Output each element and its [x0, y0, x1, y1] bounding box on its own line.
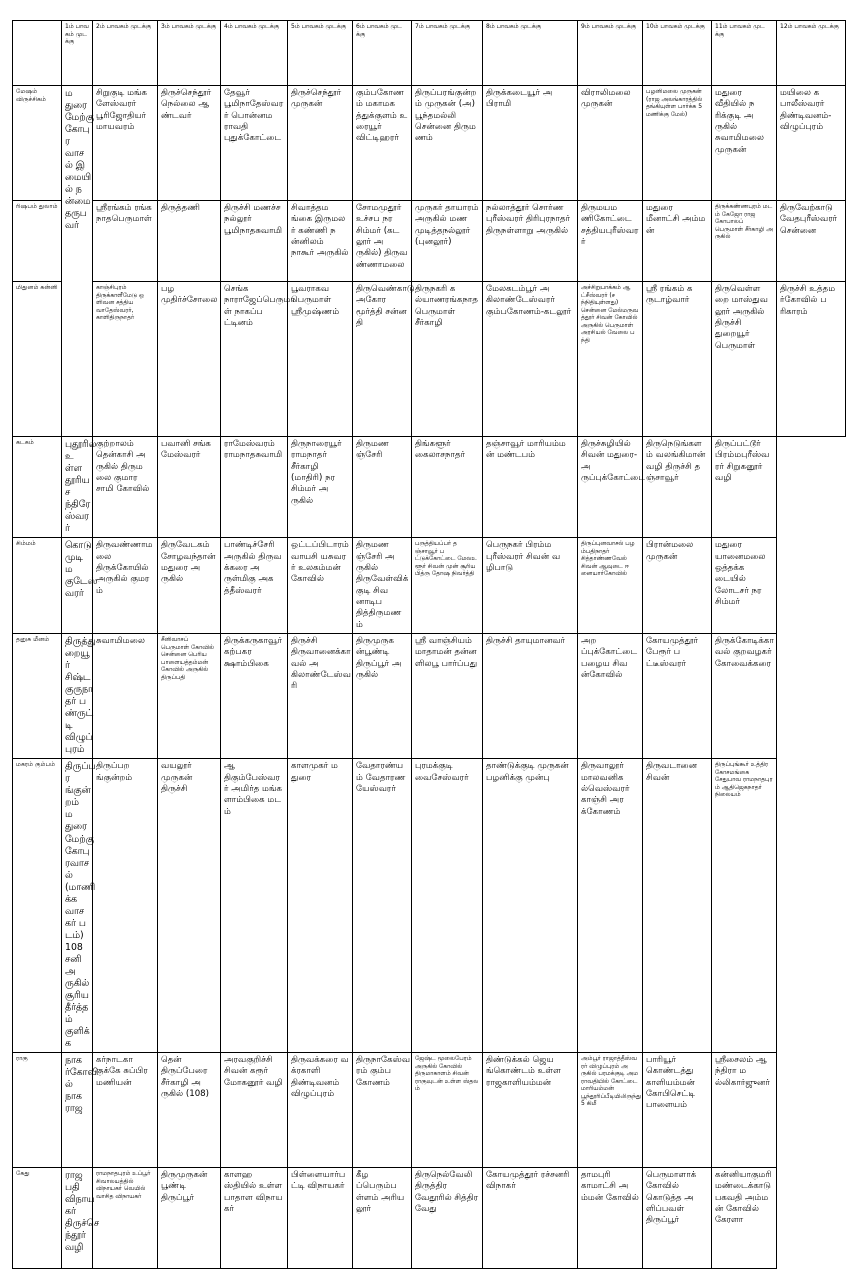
header-cell: 3ம் பாவகம் முடக்கு [158, 21, 221, 86]
table-cell: திருப்பட்டூர் பிரம்மபுரீஸ்வரர் சிறுகனூர் வழி [712, 437, 777, 538]
table-cell: திருப்புங்கூர் உத்திரகோசமங்கை சேதுபாவ ராமநாதபுரம் ஆதிஜெகநாதர் நிலையம் [712, 759, 777, 1053]
table-cell: திருவேற்காடு வேதபுரீஸ்வரர் சென்னை [777, 201, 846, 282]
table-cell: வேதாரண்யம் வேதாரணயேஸ்வரர் [353, 759, 412, 1053]
table-cell: திருமணஞ்சேரி [353, 437, 412, 538]
table-cell: சிறுகுடி மங்களேஸ்வரர் பூரிஜோதியர் மாயவரம் [93, 86, 158, 201]
table-cell: கன்னியாகுமரி மண்டைக்காடு பகவதி அம்மன் கோவில் கேரளா [712, 1168, 777, 1269]
rasi-name-cell: ராகு [13, 1053, 62, 1168]
table-cell: புரமக்குடி வைசேஸ்வரர் [412, 759, 483, 1053]
header-row [13, 21, 846, 86]
table-cell: திருப்புனவாசல் பழம்பதிநாதர் சித்தாண்ணவேல் சிவன் ஆவுடை ஈனையார்கோவில் [578, 538, 643, 634]
rasi-name-cell: தனுசு மீனம் [13, 634, 62, 759]
table-cell: தஞ்சாவூர் மாரியம்மன் மண்டபம் [483, 437, 578, 538]
table-cell: பழமுதிர்ச்சோலை [158, 282, 221, 437]
header-cell: 2ம் பாவகம் முடக்கு [93, 21, 158, 86]
table-cell: ஆதிகும்பேஸ்வரர் அமிர்த மங்களாம்பிகை மடம் [221, 759, 288, 1053]
header-cell: 1ம் பாவகம் முடக்கு [62, 21, 93, 86]
table-row [13, 1168, 846, 1269]
table-cell: நல்லாத்தூர் சொர்ணபுரீஸ்வரர் திரிபுரநாதர் திருநள்ளாறு அருகில் [483, 201, 578, 282]
table-cell: திருநெல்வேலி திருத்திரவேதூரில் சித்திரவேது [412, 1168, 483, 1269]
header-cell: 5ம் பாவகம் முடக்கு [288, 21, 353, 86]
table-cell: திருமுருகன்பூண்டி திருப்பூர் அருகில் [353, 634, 412, 759]
table-cell: திருக்கண்ணபுரம் மடம் கேஜோ ராஜகோபாலப் பெருமாள் சீர்காழி அருகில் [712, 201, 777, 282]
table-cell: திருவாலூர் மாலவனிகல்வெஸ்வரர் காஞ்சி அரக்கோணம் [578, 759, 643, 1053]
table-cell: ராஜபதி விநாயகர் திருச்செந்தூர் வழி [62, 1168, 93, 1269]
table-cell: திருநாகேஸ்வரம் கும்பகோணம் [353, 1053, 412, 1168]
table-cell: திருச்சி திருவானைக்காவல் அகிலாண்டேஸ்வரி [288, 634, 353, 759]
table-cell: பெருமாளாக் கோவில் கொடுத்த அளிப்பவள் திருப்பூர் [643, 1168, 712, 1269]
table-row [13, 538, 846, 634]
table-cell: திருமயமணிகோட்டை சத்தியபுரீஸ்வரர் [578, 201, 643, 282]
header-cell: 10ம் பாவகம் முடக்கு [643, 21, 712, 86]
table-cell: காஞ்சிபுரம் திருக்காளீமேடு ஒளிவன சத்தியவாதேஸ்வரர், காளிதிருநாதர் [93, 282, 158, 437]
table-cell: திருநாரையூர் ராமநாதர் சீர்காழி (மாதிரி) நரசிம்மர் அருகில் [288, 437, 353, 538]
table-cell: மதுரை யானைமலை ஒத்தக்கடையில் லோடசர் நரசிம்மர் [712, 538, 777, 634]
rasi-name-cell: மிதுனம் கன்னி [13, 282, 62, 437]
table-cell: தென் திருப்பேரை சீர்காழி அருகில் (108) [158, 1053, 221, 1168]
table-cell: திருவண்ணாமலை திருக்கோயில் அருகில் குமரம் [93, 538, 158, 634]
table-cell: விராலிமலை முருகன் [578, 86, 643, 201]
table-cell: மதுரை மேற்கு கோபுர வாசல் இமையில் நன்மை தருபவர் [62, 86, 93, 437]
table-cell: பழனிமலை முருகன் (ராஜ அலங்காரத்தில் தங்கியுள்ள பார்க்க 5 மணிக்கு மேல்) [643, 86, 712, 201]
table-cell: சிவாத்தமங்கை இருமலர் கண்ணி நன்னிலம் நாகூர் அருகில் [288, 201, 353, 282]
rasi-name-cell: மேஷம் விருச்சிகம் [13, 86, 62, 201]
table-cell: திருவக்கரை வக்ரகாளி திண்டிவனம் விழுப்புரம் [288, 1053, 353, 1168]
table-cell: திருநெடுங்களம் வலங்கிமான் வழி திருச்சி தஞ்சாவூர் [643, 437, 712, 538]
table-cell: ராமநாதபுரம் உப்பூர் சிவாலயத்தில் விநாயகர் வெயில் வாசித விநாயகர் [93, 1168, 158, 1269]
table-cell: பிள்ளையார்பட்டி விநாயகர் [288, 1168, 353, 1269]
table-cell: திருச்சி உத்தமர்கோவில் பரிகாரம் [777, 282, 846, 437]
table-row [13, 634, 846, 759]
table-cell: திருச்செந்தூர் நெல்லை ஆண்டவர் [158, 86, 221, 201]
table-cell: முருகர் தாயாரம் அருகில் மணமுடித்தநல்லூர் (புனலூர்) [412, 201, 483, 282]
table-cell: திருமுருகன் பூண்டி திருப்பூர் [158, 1168, 221, 1269]
table-cell: திருச்சுழியில் சிவன் மதுரை-அருப்புக்கோட்டை [578, 437, 643, 538]
table-cell: சோமமுதூர் உச்சப நரசிம்மர் (கடலூர் அருகில்) திருவண்ணாமலை [353, 201, 412, 282]
table-row [13, 759, 846, 1053]
table-row [13, 1053, 846, 1168]
rasi-name-cell: கேது [13, 1168, 62, 1269]
table-cell: மதுரை மீனாட்சி அம்மன் [643, 201, 712, 282]
table-cell: ஸ்ரீரங்கம் ரங்கநாதபெருமாள் [93, 201, 158, 282]
header-cell: 9ம் பாவகம் முடக்கு [578, 21, 643, 86]
table-cell: மேலகடம்பூர் அகிலாண்டேஸ்வரர் கும்பகோணம்-கடலூர் [483, 282, 578, 437]
table-cell: கும்பகோணம் மகாமகத்துக்குளம் உரையூர் விட்டிஹரர் [353, 86, 412, 201]
table-cell: திருப்பறங்குன்றம் [93, 759, 158, 1053]
header-cell: 8ம் பாவகம் முடக்கு [483, 21, 578, 86]
table-cell: கோயமுத்தூர் ரச்சனரி விநாகர் [483, 1168, 578, 1269]
table-cell: திண்டுக்கல் ஜெயங்கொண்டம் உள்ள ராஜகாளியம்மன் [483, 1053, 578, 1168]
table-cell: ஜேஷ்ட மூலைபேரம் அருகில் கோவில் திருமாகாளம் சிவன் ராகுவுடன் உள்ள ஸ்தலம் [412, 1053, 483, 1168]
table-row [13, 437, 846, 538]
table-cell: திருச்சி மணச்சநல்லூர் பூமிநாதசுவாமி [221, 201, 288, 282]
table-cell: காளஹஸ்தியில் உள்ள பாதாள விநாயகர் [221, 1168, 288, 1269]
table-cell: திருமணஞ்சேரி அருகில் திருவேள்விக்குடி சிவனாடிபதித்திருமணம் [353, 538, 412, 634]
table-cell: திருப்பரங்குன்றம் மதுரை மேற்கு கோபுரவாசல் (மாணிக்கவாசகர் படம்) 108 சனி அருகில் சூரிய தீர்த்தம் குளிக்க [62, 759, 93, 1053]
rasi-name-cell: சிம்மம் [13, 538, 62, 634]
table-row [13, 282, 846, 437]
table-cell: ராமேஸ்வரம் ராமநாதசுவாமி [221, 437, 288, 538]
table-cell: ஒட்டப்பிடாரம் வாயசி யசுவரர் உலகம்மன் கோவில் [288, 538, 353, 634]
table-cell: திருக்கடையூர் அபிராமி [483, 86, 578, 201]
table-cell: புதூரில் உள்ள தூரிய சந்திரேஸ்வரர் [62, 437, 93, 538]
table-cell: திருப்பரங்குன்றம் முருகன் (அ) பூந்தமல்லி சென்னை திருமணம் [412, 86, 483, 201]
header-cell [13, 21, 62, 86]
table-cell: பவானி சங்கமேஸ்வரர் [158, 437, 221, 538]
table-cell: திங்களூர் கைலாசநாதர் [412, 437, 483, 538]
header-cell: 4ம் பாவகம் முடக்கு [221, 21, 288, 86]
table-cell: திருச்செந்தூர் முருகன் [288, 86, 353, 201]
table-cell: கொடுமுடி மகுடேஸ்வரர் [62, 538, 93, 634]
table-cell: நாகர்கோவில் நாகராஜ [62, 1053, 93, 1168]
table-cell: திருக்கருகாவூர் கற்பகரக்ஷாம்பிகை [221, 634, 288, 759]
table-cell: அறப்புக்கோட்டை பழைய சிவன்கோவில் [578, 634, 643, 759]
table-cell: அச்சிறுபாக்கம் ஆட்சீஸ்வரர் (சந்நிதியுள்ளது) சென்னை மேல்மருவத்தூர் சிவன் கோவில் அருகில் பெருமாள் அரசியல் வேலை பந்தி [578, 282, 643, 437]
astrology-remedy-table-sheet [12, 20, 839, 1254]
table-cell: திருத்துறையூர் சிஷ்டகுருநாதர் பண்ருட்டி விழுப்புரம் [62, 634, 93, 759]
table-cell: வயலூர் முருகன் திருச்சி [158, 759, 221, 1053]
table-cell: திருவெண்காடு அகோரமூர்த்தி சன்னதி [353, 282, 412, 437]
table-cell: பாண்டிச்சேரி அருகில் திருவக்கரை அருள்மிகு அகத்தீஸ்வரர் [221, 538, 288, 634]
rasi-name-cell: கடகம் [13, 437, 62, 538]
rasi-name-cell: ரிஷபம் துலாம் [13, 201, 62, 282]
table-cell: தாண்டுக்குடி முருகன் பழனிக்கு முன்பு [483, 759, 578, 1053]
table-cell: கர்நாடகா குக்கே சுப்பிரமணியன் [93, 1053, 158, 1168]
bhava-mudakku-table [12, 20, 846, 1269]
table-cell: ஸ்ரீசைலம் ஆந்திரா மல்லிகார்ஜுனர் [712, 1053, 777, 1168]
table-cell: ஸ்ரீ ரங்கம் கருடாழ்வார் [643, 282, 712, 437]
table-cell: திருவெள்ளறை மாஸ்துவலூர் அருகில் திருச்சி துறையூர் பெருமாள் [712, 282, 777, 437]
table-row [13, 86, 846, 201]
table-cell: பெருநகர் பிரம்மபுரீஸ்வரர் சிவன் வழிபாடு [483, 538, 578, 634]
table-cell: காளமுகர் மதுரை [288, 759, 353, 1053]
table-cell: திருத்தணி [158, 201, 221, 282]
table-cell: சுவாமிமலை [93, 634, 158, 759]
table-cell: செங்கநாராஜேப்பெருமாள் நாகப்பட்டினம் [221, 282, 288, 437]
table-cell: பிரான்மலை முருகன் [643, 538, 712, 634]
table-cell: திருவேடகம் சோழவந்தான் மதுரை அருகில் [158, 538, 221, 634]
table-cell: தேவூர் பூமிநாதேஸ்வரர் பொன்னமராவதி புதுக்கோட்டை [221, 86, 288, 201]
table-cell: அம்பூர் ராஜாத்தீஸ்வரர் விழுப்புரம் அருகில் பரமக்குடி அமராவதியில் கோட்டை மாரியம்மன் பூந்தூரிப்பீடியிலிருந்து 5 கிமீ [578, 1053, 643, 1168]
table-cell: கோயமுத்தூர் பேரூர் பட்டீஸ்வரர் [643, 634, 712, 759]
table-cell: பாரியூர் கொண்டத்து காளியம்மன் கோபிசெட்டி பாளையம் [643, 1053, 712, 1168]
table-cell: மதுரை வீதியில் நரிக்குடி அருகில் சுவாமிமலை முருகன் [712, 86, 777, 201]
header-cell: 6ம் பாவகம் முடக்கு [353, 21, 412, 86]
header-cell: 12ம் பாவகம் முடக்கு [777, 21, 846, 86]
table-cell: குற்றாலம் தென்காசி அருகில் திருமலை குமாரசாமி கோவில் [93, 437, 158, 538]
table-cell: கீழப்பெரும்பள்ளம் அரியலூர் [353, 1168, 412, 1269]
table-cell: திருநகரி கல்யாணரங்கநாத பெருமாள் சீர்காழி [412, 282, 483, 437]
table-cell: பருத்தியப்பர் தஞ்சாவூர் பட்டுக்கோட்டை மேலஉளூர் சிவன் முன் சூரிய பித்ரு தோஷ நிவர்த்தி [412, 538, 483, 634]
rasi-name-cell: மகரம் கும்பம் [13, 759, 62, 1053]
table-cell: சீனிவாசப் பெருமாள் கோவில் சென்னை பெரியபாளையத்தம்மன் கோவில் அருகில் திருப்பதி [158, 634, 221, 759]
table-cell: அரவகுறிச்சி சிவன் கரூர் மோகனூர் வழி [221, 1053, 288, 1168]
table-cell: மயிலை கபாலீஸ்வரர் திண்டிவனம்-விழுப்புரம் [777, 86, 846, 201]
table-cell: பூவராகவ பெருமாள் ஸ்ரீமுஷ்ணம் [288, 282, 353, 437]
table-cell: திருவடானை சிவன் [643, 759, 712, 1053]
table-cell: ஸ்ரீ வாஞ்சியம் மாதாமன் தன்னளிலபூ பார்ப்பது [412, 634, 483, 759]
table-cell: திருச்சி தாயுமானவர் [483, 634, 578, 759]
header-cell: 7ம் பாவகம் முடக்கு [412, 21, 483, 86]
table-cell: தாமபுரி காமாட்சி அம்மன் கோவில் [578, 1168, 643, 1269]
header-cell: 11ம் பாவகம் முடக்கு [712, 21, 777, 86]
table-cell: திருக்கோடிக்காவல் குறவழகர் கோவைக்கரை [712, 634, 777, 759]
table-row [13, 201, 846, 282]
